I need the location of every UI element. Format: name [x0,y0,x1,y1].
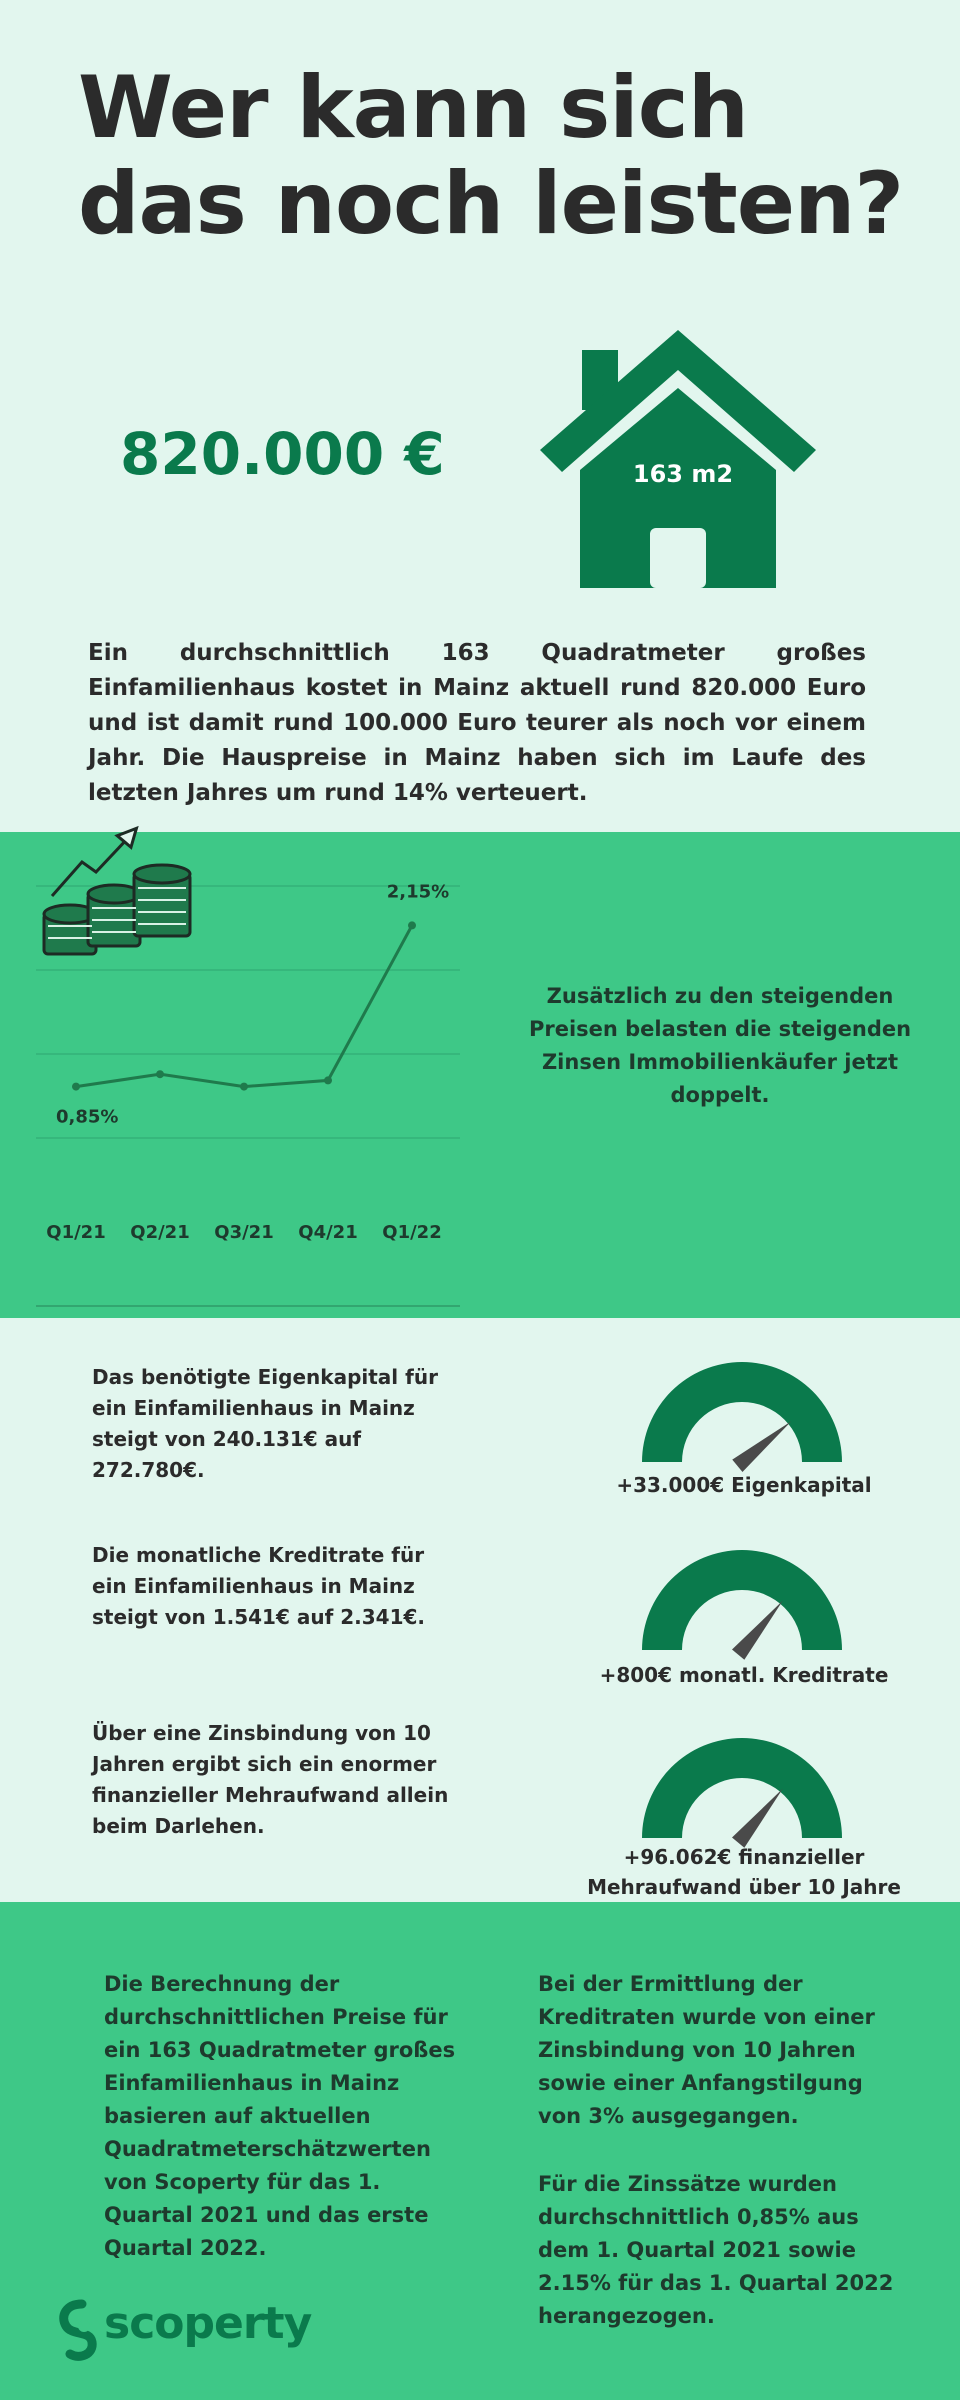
fixed-interest-stat-text: Über eine Zinsbindung von 10 Jahren ergibt sich ein enormer finanzieller Mehraufwand allein beim Darlehen. [92,1721,449,1838]
chart-point-q1-21 [72,1083,80,1091]
methodology-note-loan: Bei der Ermittlung der Kreditraten wurde von einer Zinsbindung von 10 Jahren sowie einer Anfangstilgung von 3% ausgegangen. [538,1972,875,2128]
chart-x-tick-label: Q2/21 [130,1222,190,1243]
house-price: 820.000 € [120,420,445,488]
chart-data-label-first: 0,85% [56,1106,119,1128]
house-size-label: 163 m2 [632,460,734,488]
chart-x-tick-label: Q3/21 [214,1222,274,1243]
gauge-needle [732,1789,783,1848]
intro-paragraph: Ein durchschnittlich 163 Quadratmeter großes Einfamilienhaus kostet in Mainz aktuell rund 820.000 Euro und ist damit rund 100.000 Euro teurer als noch vor einem Jahr. Die Hauspreise in Mainz haben sich im Laufe des letzten Jahres um rund 14% verteuert. [88,640,866,806]
chart-point-q3-21 [240,1083,248,1091]
loan-rate-stat-text: Die monatliche Kreditrate für ein Einfamilienhaus in Mainz steigt von 1.541€ auf 2.341€. [92,1543,426,1629]
chart-x-tick-label: Q1/22 [382,1222,442,1243]
brand-name: scoperty [104,2298,312,2349]
loan-rate-gauge-label: +800€ monatl. Kreditrate [599,1663,889,1687]
gauge-needle [732,1421,791,1472]
loan-rate-gauge-icon [632,1540,852,1680]
page-title: Wer kann sich das noch leisten? [78,58,904,254]
gauge-needle [732,1601,783,1660]
chart-x-tick-label: Q1/21 [46,1222,106,1243]
equity-gauge-label: +33.000€ Eigenkapital [616,1473,872,1497]
methodology-note-prices: Die Berechnung der durchschnittlichen Preise für ein 163 Quadratmeter großes Einfamilienhaus in Mainz basieren auf aktuellen Quadratmeterschätzwerten von Scoperty für das 1. Quartal 2021 und das erste Quartal 2022. [104,1972,456,2260]
chart-point-q2-21 [156,1070,164,1078]
house-icon [540,330,816,588]
equity-stat-text: Das benötigte Eigenkapital für ein Einfamilienhaus in Mainz steigt von 240.131€ auf 272.780€. [92,1365,438,1482]
coins-growth-icon [38,814,208,964]
chart-point-q4-21 [324,1076,332,1084]
chart-point-q1-22 [408,921,416,929]
interest-explanation: Zusätzlich zu den steigenden Preisen belasten die steigenden Zinsen Immobilienkäufer jetzt doppelt. [528,984,912,1107]
fixed-interest-gauge-label: +96.062€ finanzieller Mehraufwand über 10 Jahre [587,1845,901,1899]
methodology-note-interest: Für die Zinssätze wurden durchschnittlich 0,85% aus dem 1. Quartal 2021 sowie 2.15% für das 1. Quartal 2022 herangezogen. [538,2172,894,2328]
chart-x-tick-label: Q4/21 [298,1222,358,1243]
chart-data-label-last: 2,15% [386,881,450,903]
